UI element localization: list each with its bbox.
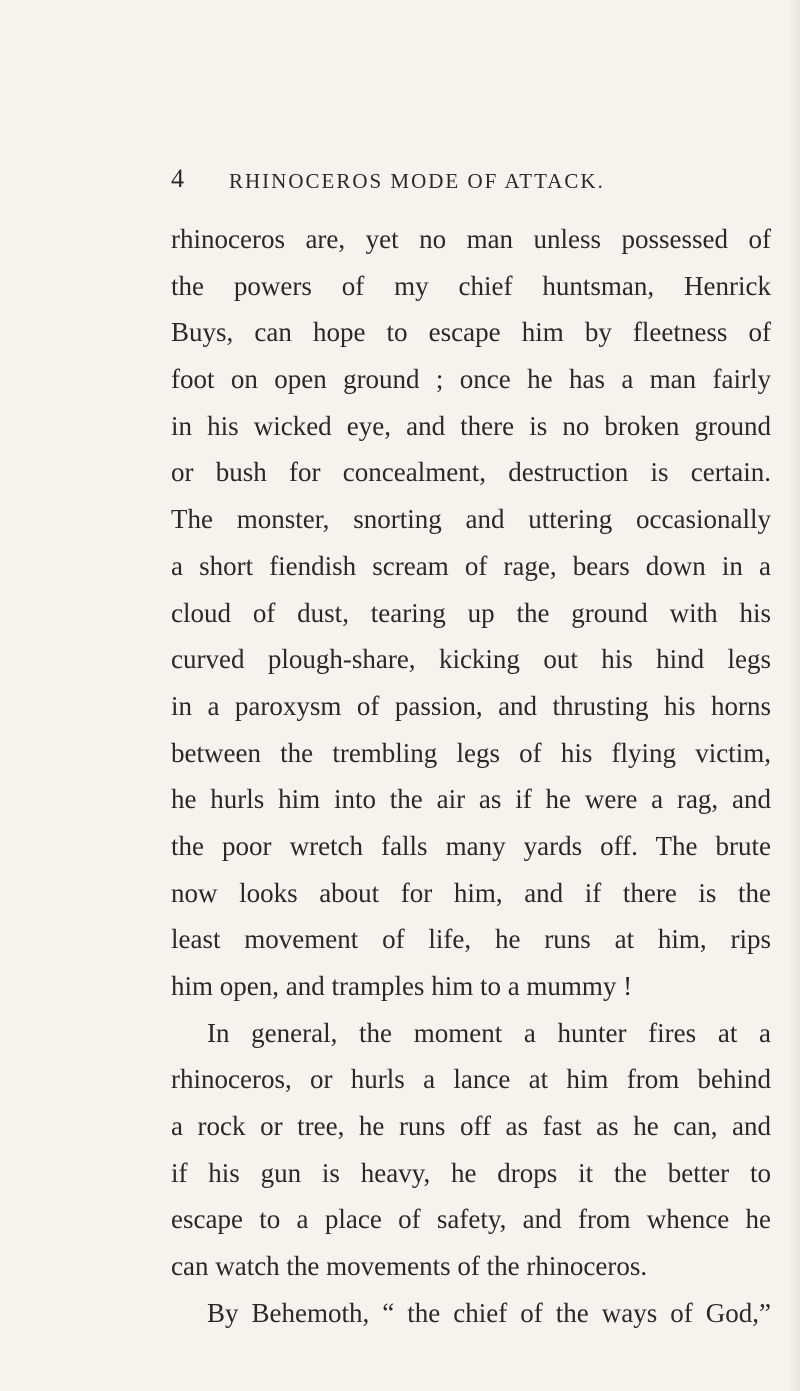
text-line: rhinoceros, or hurls a lance at him from behind xyxy=(171,1064,771,1095)
text-line: the poor wretch falls many yards off. The brute xyxy=(171,830,771,861)
text-line: or bush for concealment, destruction is certain. xyxy=(171,457,771,488)
text-line: cloud of dust, tearing up the ground with his xyxy=(171,597,771,628)
running-title: RHINOCEROS MODE OF ATTACK. xyxy=(229,169,605,193)
text-line: now looks about for him, and if there is the xyxy=(171,877,771,908)
text-line: a rock or tree, he runs off as fast as he can, and xyxy=(171,1111,771,1142)
text-line: can watch the movements of the rhinoceros. xyxy=(171,1251,648,1282)
text-line: curved plough-share, kicking out his hind legs xyxy=(171,644,771,675)
text-line: foot on open ground ; once he has a man fairly xyxy=(171,364,771,395)
body-text xyxy=(171,216,771,1337)
text-line: rhinoceros are, yet no man unless possessed of xyxy=(171,224,771,254)
text-line: escape to a place of safety, and from whence he xyxy=(171,1204,771,1235)
text-line: The monster, snorting and uttering occasionally xyxy=(171,504,771,535)
text-line: between the trembling legs of his flying victim, xyxy=(171,737,771,768)
running-head xyxy=(171,164,771,196)
text-line: in a paroxysm of passion, and thrusting his horns xyxy=(171,690,771,721)
text-line: he hurls him into the air as if he were a rag, and xyxy=(171,784,771,815)
text-line: least movement of life, he runs at him, rips xyxy=(171,924,771,955)
text-line: in his wicked eye, and there is no broken ground xyxy=(171,410,771,441)
text-line: a short fiendish scream of rage, bears down in a xyxy=(171,550,771,581)
text-line: By Behemoth, “ the chief of the ways of God,” xyxy=(207,1297,771,1328)
text-line: him open, and tramples him to a mummy ! xyxy=(171,971,633,1001)
page-number: 4 xyxy=(171,164,184,193)
text-line: the powers of my chief huntsman, Henrick xyxy=(171,270,771,301)
text-line: In general, the moment a hunter fires at a xyxy=(207,1017,771,1048)
page-edge-shadow xyxy=(788,0,800,1391)
text-line: Buys, can hope to escape him by fleetness of xyxy=(171,317,771,348)
text-line: if his gun is heavy, he drops it the better to xyxy=(171,1157,771,1188)
